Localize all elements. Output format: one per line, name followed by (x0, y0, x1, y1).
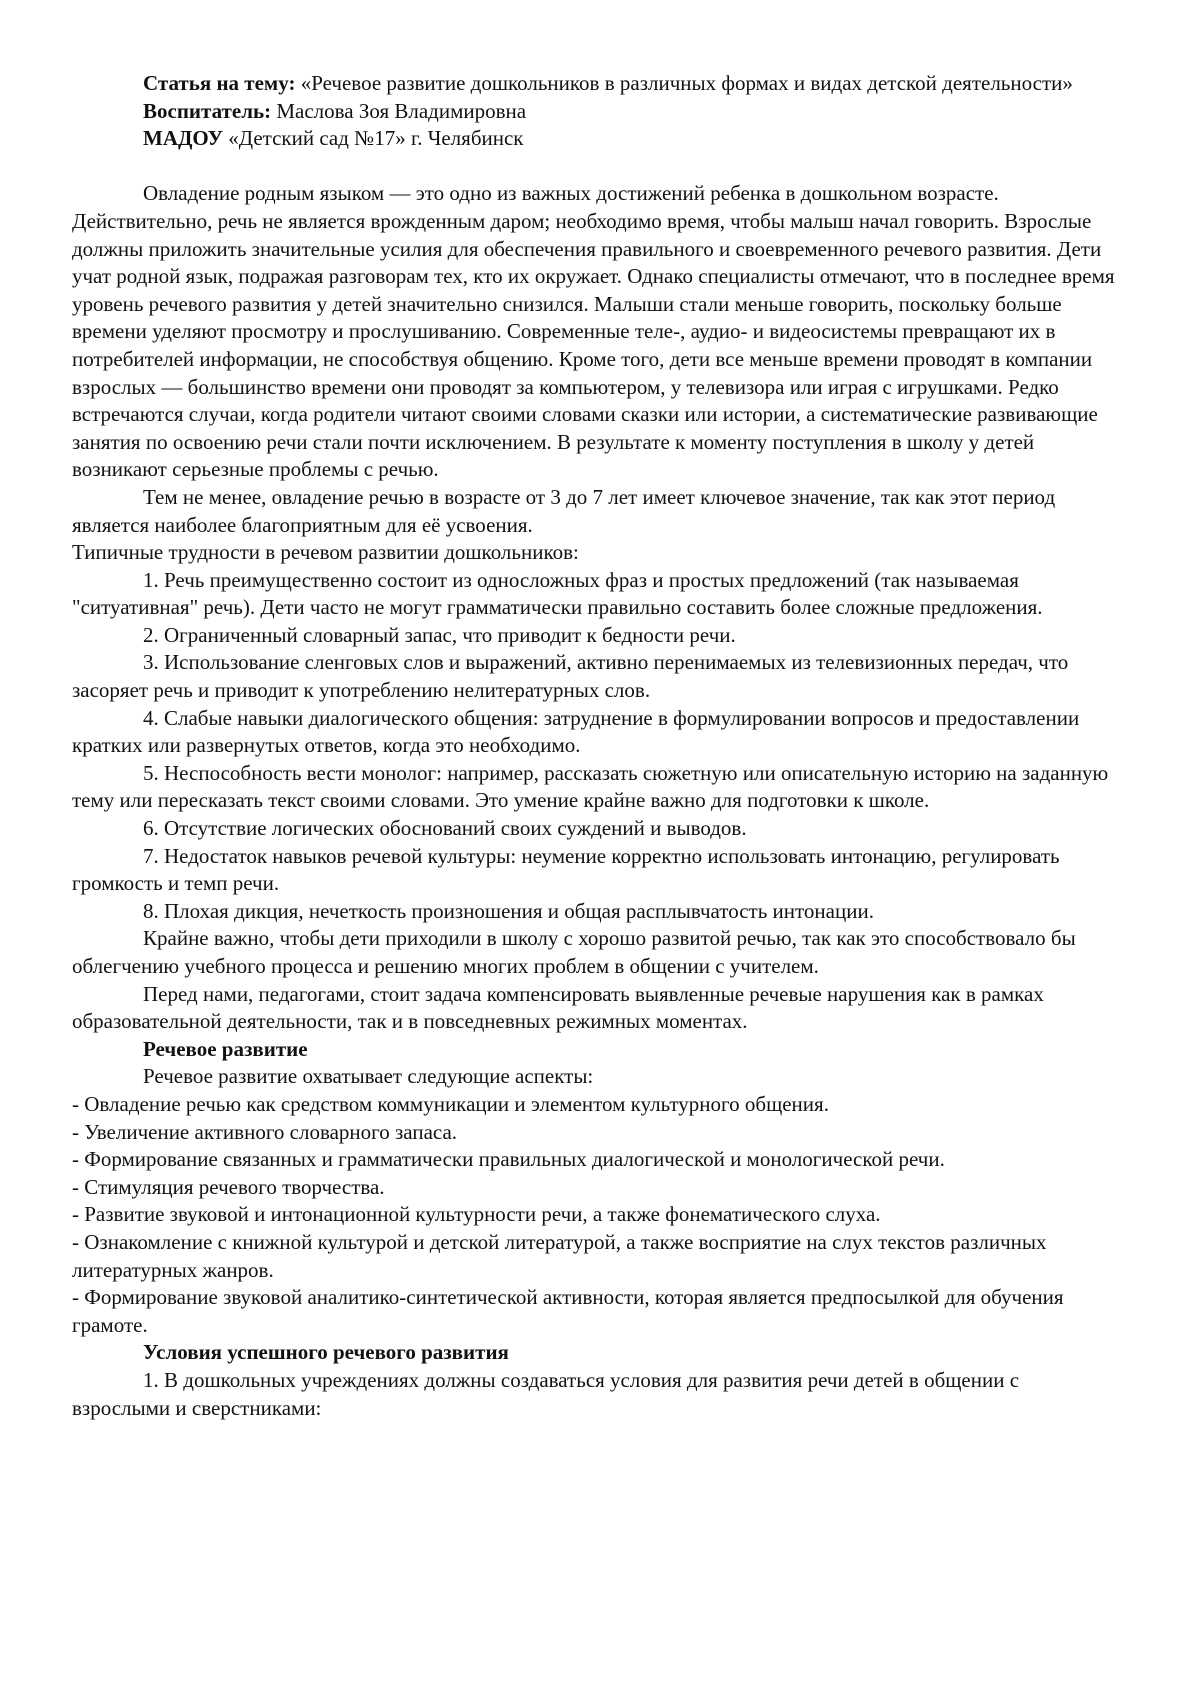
teacher-label: Воспитатель: (143, 98, 272, 123)
difficulty-item: 6. Отсутствие логических обоснований своих суждений и выводов. (143, 816, 747, 841)
org-label: МАДОУ (143, 126, 224, 151)
spacer (72, 153, 1120, 181)
intro-paragraph: Тем не менее, овладение речью в возрасте от 3 до 7 лет имеет ключевое значение, так как этот период является наиболее благоприятным для её усвоения. (72, 484, 1056, 537)
aspect-item: - Стимуляция речевого творчества. (72, 1174, 385, 1199)
aspect-item: - Формирование звуковой аналитико-синтетической активности, которая является предпосылкой для обучения грамоте. (72, 1285, 1064, 1337)
organization-line (72, 125, 1120, 153)
teacher-line (72, 98, 1120, 126)
section-heading-speech (72, 1036, 1120, 1064)
difficulty-item: 8. Плохая дикция, нечеткость произношения и общая расплывчатость интонации. (143, 898, 874, 923)
section-heading-conditions (72, 1339, 1120, 1367)
difficulty-item: 1. Речь преимущественно состоит из односложных фраз и простых предложений (так называемая "ситуативная" речь). Дети часто не могут грамматически правильно составить более сложные предложения. (72, 567, 1043, 620)
aspect-item: - Развитие звуковой и интонационной культурности речи, а также фонематического слуха. (72, 1202, 881, 1227)
difficulty-item: 5. Неспособность вести монолог: например, рассказать сюжетную или описательную историю на заданную тему или пересказать текст своими словами. Это умение крайне важно для подготовки к школе. (72, 760, 1109, 813)
aspect-item: - Формирование связанных и грамматически правильных диалогической и монологической речи. (72, 1147, 945, 1172)
topic-text: «Речевое развитие дошкольников в различных формах и видах детской деятельности» (295, 71, 1073, 95)
org-name: «Детский сад №17» г. Челябинск (223, 126, 524, 151)
aspect-item: - Ознакомление с книжной культурой и детской литературой, а также восприятие на слух текстов различных литературных жанров. (72, 1229, 1047, 1282)
aspect-item: - Увеличение активного словарного запаса. (72, 1119, 458, 1144)
condition-item: 1. В дошкольных учреждениях должны создаваться условия для развития речи детей в общении с взрослыми и сверстниками: (72, 1367, 1020, 1420)
difficulty-item: 7. Недостаток навыков речевой культуры: неумение корректно использовать интонацию, регулировать громкость и темп речи. (72, 843, 1060, 896)
section-heading-text: Условия успешного речевого развития (143, 1340, 509, 1365)
topic-label: Статья на тему: (143, 71, 296, 95)
section-heading-text: Речевое развитие (143, 1036, 308, 1061)
difficulty-item: 2. Ограниченный словарный запас, что приводит к бедности речи. (143, 622, 736, 647)
teacher-name: Маслова Зоя Владимировна (271, 98, 527, 123)
conclusion-paragraph: Перед нами, педагогами, стоит задача компенсировать выявленные речевые нарушения как в рамках образовательной деятельности, так и в повседневных режимных моментах. (72, 981, 1044, 1034)
difficulty-item: 4. Слабые навыки диалогического общения: затруднение в формулировании вопросов и предоставлении кратких или развернутых ответов, когда это необходимо. (72, 705, 1080, 758)
article-topic (72, 70, 1120, 98)
intro-paragraph: Овладение родным языком — это одно из важных достижений ребенка в дошкольном возрасте. Действительно, речь не является врожденным даром; необходимо время, чтобы малыш начал говорить. Взрослые должны приложить значительные усилия для обеспечения правильного и своевременного речевого развития. Дети учат родной язык, подражая разговорам тех, кто их окружает. Однако специалисты отмечают, что в последнее время уровень речевого развития у детей значительно снизился. Малыши стали меньше говорить, поскольку больше времени уделяют просмотру и прослушиванию. Современные теле-, аудио- и видеосистемы превращают их в потребителей информации, не способствуя общению. Кроме того, дети все меньше времени проводят в компании взрослых — большинство времени они проводят за компьютером, у телевизора или играя с игрушками. Редко встречаются случаи, когда родители читают своими словами сказки или истории, а систематические развивающие занятия по освоению речи стали почти исключением. В результате к моменту поступления в школу у детей возникают серьезные проблемы с речью. (72, 181, 1115, 482)
conclusion-paragraph: Крайне важно, чтобы дети приходили в школу с хорошо развитой речью, так как это способствовало бы облегчению учебного процесса и решению многих проблем в общении с учителем. (72, 926, 1076, 978)
speech-section-intro: Речевое развитие охватывает следующие аспекты: (143, 1064, 594, 1089)
aspect-item: - Овладение речью как средством коммуникации и элементом культурного общения. (72, 1091, 829, 1116)
difficulties-title: Типичные трудности в речевом развитии дошкольников: (72, 540, 579, 565)
difficulty-item: 3. Использование сленговых слов и выражений, активно перенимаемых из телевизионных передач, что засоряет речь и приводит к употреблению нелитературных слов. (72, 650, 1069, 703)
